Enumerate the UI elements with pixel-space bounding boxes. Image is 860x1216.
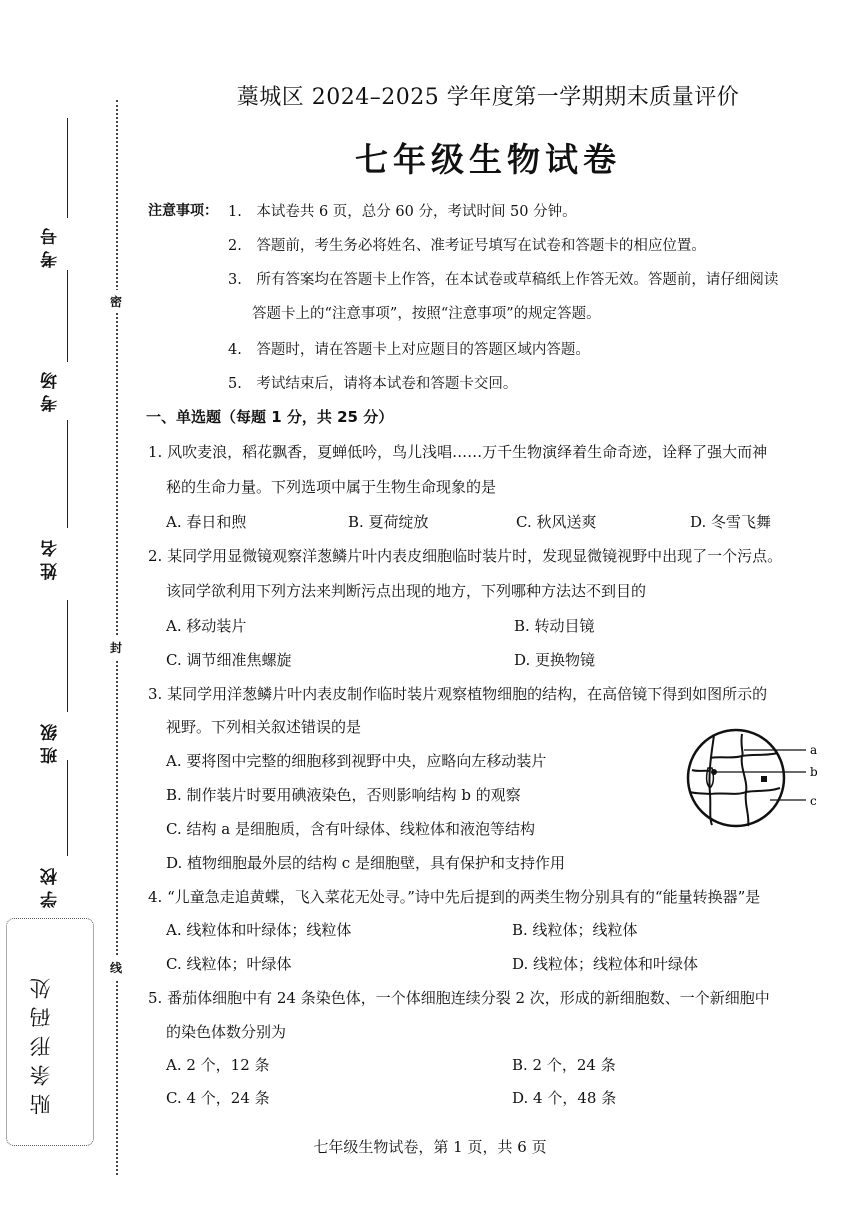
option-a: A. 春日和煦 — [166, 513, 247, 531]
option-b: B. 制作装片时要用碘液染色，否则影响结构 b 的观察 — [166, 786, 521, 804]
question-stem: 秘的生命力量。下列选项中属于生物生命现象的是 — [166, 478, 497, 496]
option-b: B. 线粒体；线粒体 — [512, 921, 638, 939]
notice-item: 4. 答题时，请在答题卡上对应题目的答题区域内答题。 — [228, 342, 590, 358]
exam-title: 藁城区 2024–2025 学年度第一学期期末质量评价 — [236, 85, 740, 110]
school-fill-line — [67, 760, 68, 856]
exam-room-fill-line — [67, 270, 68, 362]
question-stem: 2. 某同学用显微镜观察洋葱鳞片叶内表皮细胞临时装片时，发现显微镜视野中出现了一个污点。 — [148, 547, 783, 565]
notice-item: 5. 考试结束后，请将本试卷和答题卡交回。 — [228, 376, 518, 392]
question-stem: 3. 某同学用洋葱鳞片叶内表皮制作临时装片观察植物细胞的结构，在高倍镜下得到如图所示的 — [148, 685, 768, 703]
option-d: D. 冬雪飞舞 — [690, 513, 772, 531]
name-fill-line — [67, 420, 68, 528]
seal-mark-top: 密 — [104, 290, 128, 313]
barcode-label: 贴条形码处 — [29, 970, 53, 1115]
label-a: a — [810, 743, 818, 757]
label-b: b — [810, 765, 818, 779]
class-label: 班级 — [41, 718, 61, 764]
option-c: C. 秋风送爽 — [516, 513, 597, 531]
option-d: D. 4 个，48 条 — [512, 1089, 617, 1107]
notice-heading: 注意事项： — [148, 203, 218, 219]
question-stem: 5. 番茄体细胞中有 24 条染色体，一个体细胞连续分裂 2 次，形成的新细胞数、一个新细胞中 — [148, 989, 770, 1007]
option-b: B. 2 个，24 条 — [512, 1056, 616, 1074]
school-label: 学校 — [41, 862, 61, 908]
seal-mark-middle: 封 — [104, 636, 128, 659]
question-stem: 4. “儿童急走追黄蝶，飞入菜花无处寻。”诗中先后提到的两类生物分别具有的“能量转换器”是 — [148, 888, 761, 906]
option-a: A. 线粒体和叶绿体；线粒体 — [166, 921, 352, 939]
question-stem: 1. 风吹麦浪，稻花飘香，夏蝉低吟，鸟儿浅唱……万千生物演绎着生命奇迹，诠释了强大而神 — [148, 443, 768, 461]
label-c: c — [810, 794, 817, 808]
field-of-view-circle — [688, 730, 784, 826]
option-c: C. 结构 a 是细胞质，含有叶绿体、线粒体和液泡等结构 — [166, 820, 535, 838]
notice-item: 2. 答题前，考生务必将姓名、准考证号填写在试卷和答题卡的相应位置。 — [228, 238, 706, 254]
option-a: A. 2 个，12 条 — [166, 1056, 270, 1074]
option-c: C. 4 个，24 条 — [166, 1089, 270, 1107]
option-c: C. 线粒体；叶绿体 — [166, 955, 292, 973]
subject-title: 七年级生物试卷 — [355, 140, 621, 179]
notice-item: 3. 所有答案均在答题卡上作答，在本试卷或草稿纸上作答无效。答题前，请仔细阅读 — [228, 272, 779, 288]
question-stem: 的染色体数分别为 — [166, 1023, 287, 1041]
notice-item-continued: 答题卡上的“注意事项”，按照“注意事项”的规定答题。 — [252, 306, 601, 322]
option-a: A. 移动装片 — [166, 617, 247, 635]
question-stem: 视野。下列相关叙述错误的是 — [166, 718, 362, 736]
section-heading: 一、单选题（每题 1 分，共 25 分） — [146, 408, 394, 426]
nucleus-dot — [761, 776, 767, 782]
seal-mark-bottom: 线 — [104, 956, 128, 979]
option-b: B. 转动目镜 — [514, 617, 595, 635]
option-d: D. 植物细胞最外层的结构 c 是细胞壁，具有保护和支持作用 — [166, 854, 565, 872]
exam-number-label: 考号 — [41, 222, 61, 268]
option-b: B. 夏荷绽放 — [348, 513, 429, 531]
option-c: C. 调节细准焦螺旋 — [166, 651, 292, 669]
question-stem: 该同学欲利用下列方法来判断污点出现的地方，下列哪种方法达不到目的 — [166, 582, 647, 600]
name-label: 姓名 — [41, 534, 61, 580]
exam-room-label: 考场 — [41, 366, 61, 412]
option-a: A. 要将图中完整的细胞移到视野中央，应略向左移动装片 — [166, 752, 547, 770]
option-d: D. 更换物镜 — [514, 651, 596, 669]
option-d: D. 线粒体；线粒体和叶绿体 — [512, 955, 699, 973]
notice-item: 1. 本试卷共 6 页，总分 60 分，考试时间 50 分钟。 — [228, 204, 577, 220]
cell-microscope-figure — [684, 726, 820, 836]
exam-number-fill-line — [67, 118, 68, 218]
class-fill-line — [67, 600, 68, 712]
page-footer: 七年级生物试卷，第 1 页，共 6 页 — [313, 1138, 547, 1156]
